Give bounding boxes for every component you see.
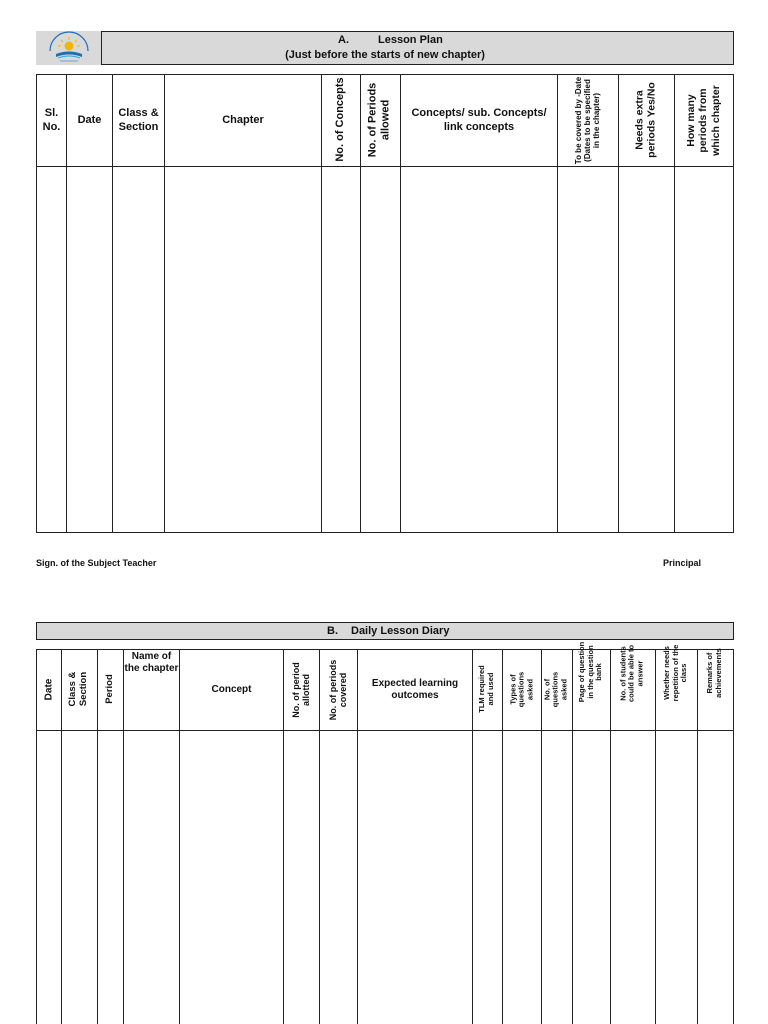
col-header-no-of-periods-allowed: No. of Periods allowed xyxy=(366,82,392,158)
col-header-whether-repetition: Whether needs repetition of the class xyxy=(662,644,689,702)
col-header-no-of-concepts: No. of Concepts xyxy=(334,77,347,162)
col-header-expected-outcomes: Expected learning outcomes xyxy=(371,678,459,701)
col-header-how-many-periods: How many periods from which chapter xyxy=(685,85,722,156)
col-header-to-be-covered-by: To be covered by -Date (Dates to be specified in the chapter) xyxy=(573,76,602,165)
col-header-needs-extra-periods: Needs extra periods Yes/No xyxy=(633,82,658,158)
lesson-plan-title: Lesson Plan xyxy=(378,34,443,46)
col-header-class-section: Class & Section xyxy=(118,107,159,133)
section-b-letter: B. xyxy=(327,625,338,637)
col-header-name-of-chapter: Name of the chapter xyxy=(124,651,179,674)
col-header-types-of-questions: Types of questions asked xyxy=(508,671,535,708)
col-header-no-of-period-allotted: No. of period allotted xyxy=(290,662,311,718)
col-header-chapter: Chapter xyxy=(222,113,264,126)
school-logo-icon xyxy=(36,31,102,65)
col-header-date: Date xyxy=(77,113,102,126)
lesson-plan-subtitle: (Just before the starts of new chapter) xyxy=(285,49,485,61)
col-header-no-of-students: No. of students could be able to answer xyxy=(618,644,645,703)
col-header-tlm: TLM required and used xyxy=(477,665,495,713)
lesson-plan-title-bar xyxy=(36,31,734,65)
col-header-period: Period xyxy=(103,674,115,704)
col-header-diary-date: Date xyxy=(43,678,55,701)
daily-lesson-diary-title-bar xyxy=(36,622,734,640)
col-header-no-of-periods-covered: No. of periods covered xyxy=(327,659,348,721)
col-header-concepts: Concepts/ sub. Concepts/ link concepts xyxy=(411,107,547,133)
col-header-remarks: Remarks of achievements xyxy=(705,648,723,698)
principal-signature-label: Principal xyxy=(663,558,702,568)
school-logo xyxy=(36,31,102,65)
col-header-no-of-questions: No. of questions asked xyxy=(542,671,569,708)
col-header-concept: Concept xyxy=(211,684,252,695)
teacher-signature-label: Sign. of the Subject Teacher xyxy=(36,558,157,568)
section-a-letter: A. xyxy=(338,34,349,46)
col-header-page-of-question: Page of question in the question bank xyxy=(577,641,604,703)
col-header-diary-class-section: Class & Section xyxy=(67,671,89,707)
daily-lesson-diary-title: Daily Lesson Diary xyxy=(351,625,450,637)
col-header-sl-no: Sl. No. xyxy=(42,107,61,133)
